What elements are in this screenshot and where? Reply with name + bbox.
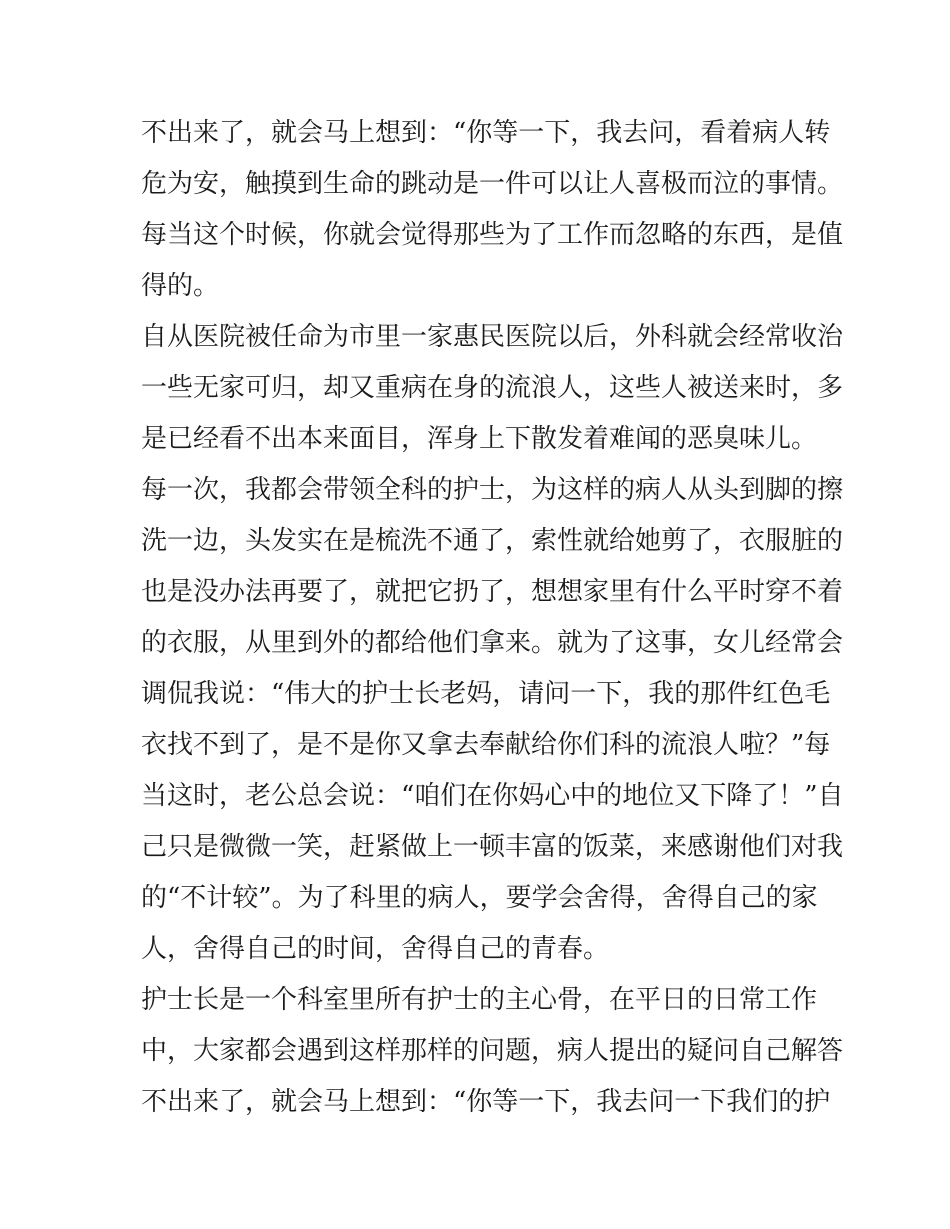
text-line: 的衣服，从里到外的都给他们拿来。就为了这事，女儿经常会 — [141, 628, 844, 658]
text-line: 不出来了，就会马上想到：“你等一下，我去问一下我们的护 — [141, 1087, 831, 1117]
text-line: 中，大家都会遇到这样那样的问题，病人提出的疑问自己解答 — [141, 1036, 844, 1066]
text-line: 的“不计较”。为了科里的病人，要学会舍得，舍得自己的家 — [141, 883, 818, 913]
text-line: 得的。 — [141, 271, 220, 301]
text-line: 洗一边，头发实在是梳洗不通了，索性就给她剪了，衣服脏的 — [141, 526, 844, 556]
text-line: 调侃我说：“伟大的护士长老妈，请问一下，我的那件红色毛 — [141, 679, 831, 709]
text-line: 每当这个时候，你就会觉得那些为了工作而忽略的东西，是值 — [141, 220, 844, 250]
text-line: 当这时，老公总会说：“咱们在你妈心中的地位又下降了！”自 — [141, 781, 844, 811]
body-text — [141, 108, 844, 1128]
text-line: 护士长是一个科室里所有护士的主心骨，在平日的日常工作 — [141, 985, 818, 1015]
text-line: 也是没办法再要了，就把它扔了，想想家里有什么平时穿不着 — [141, 577, 844, 607]
text-line: 衣找不到了，是不是你又拿去奉献给你们科的流浪人啦？”每 — [141, 730, 831, 760]
text-line: 一些无家可归，却又重病在身的流浪人，这些人被送来时，多 — [141, 373, 844, 403]
text-line: 不出来了，就会马上想到：“你等一下，我去问，看着病人转 — [141, 118, 831, 148]
text-line: 人，舍得自己的时间，舍得自己的青春。 — [141, 934, 610, 964]
text-line: 自从医院被任命为市里一家惠民医院以后，外科就会经常收治 — [141, 322, 844, 352]
text-line: 每一次，我都会带领全科的护士，为这样的病人从头到脚的擦 — [141, 475, 844, 505]
text-line: 危为安，触摸到生命的跳动是一件可以让人喜极而泣的事情。 — [141, 169, 844, 199]
text-line: 是已经看不出本来面目，浑身上下散发着难闻的恶臭味儿。 — [141, 424, 818, 454]
text-line: 己只是微微一笑，赶紧做上一顿丰富的饭菜，来感谢他们对我 — [141, 832, 844, 862]
